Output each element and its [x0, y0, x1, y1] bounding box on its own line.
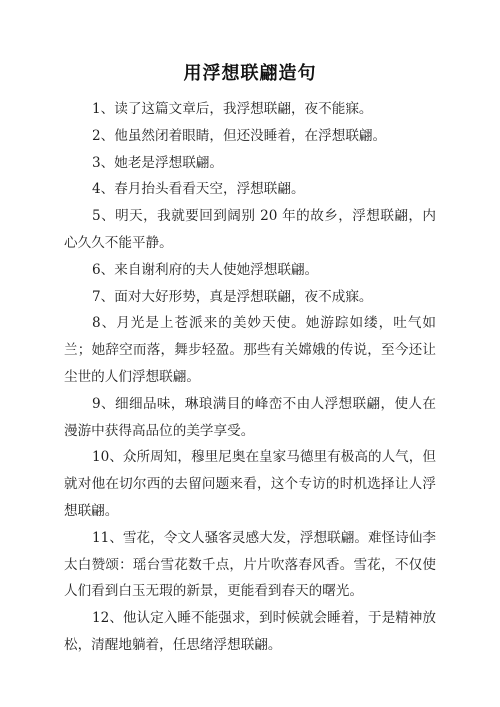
sentence-item: 2、他虽然闭着眼睛，但还没睡着，在浮想联翩。 [92, 127, 387, 144]
sentence-item: 1、读了这篇文章后，我浮想联翩，夜不能寐。 [92, 101, 373, 117]
sentence-item: 3、她老是浮想联翩。 [92, 154, 223, 171]
sentence-item: 10、众所周知，穆里尼奥在皇家马德里有极高的人气，但就对他在切尔西的去留问题来看，这个专访的时机选择让人浮想联翩。 [64, 449, 436, 519]
sentence-item: 8、月光是上苍派来的美妙天使。她游踪如缕，吐气如兰；她辞空而落，舞步轻盈。那些有关嫦娥的传说，至今还让尘世的人们浮想联翩。 [64, 315, 436, 385]
page-title: 用浮想联翩造句 [183, 63, 317, 84]
sentence-item: 5、明天，我就要回到阔别 20 年的故乡，浮想联翩，内心久久不能平静。 [64, 208, 436, 251]
sentence-item: 7、面对大好形势，真是浮想联翩，夜不成寐。 [92, 288, 373, 305]
sentence-item: 4、春月抬头看看天空，浮想联翩。 [92, 181, 305, 198]
sentence-list [64, 96, 436, 659]
sentence-item: 6、来自谢利府的夫人使她浮想联翩。 [92, 261, 319, 278]
sentence-item: 11、雪花，令文人骚客灵感大发，浮想联翩。难怪诗仙李太白赞颂：瑶台雪花数千点，片片吹落春风香。雪花，不仅使人们看到白玉无瑕的新景，更能看到春天的曙光。 [64, 529, 436, 600]
sentence-item: 9、细细品味，琳琅满目的峰峦不由人浮想联翩，使人在漫游中获得高品位的美学享受。 [64, 395, 436, 439]
sentence-item: 12、他认定入睡不能强求，到时候就会睡着，于是精神放松，清醒地躺着，任思绪浮想联翩。 [64, 610, 436, 653]
